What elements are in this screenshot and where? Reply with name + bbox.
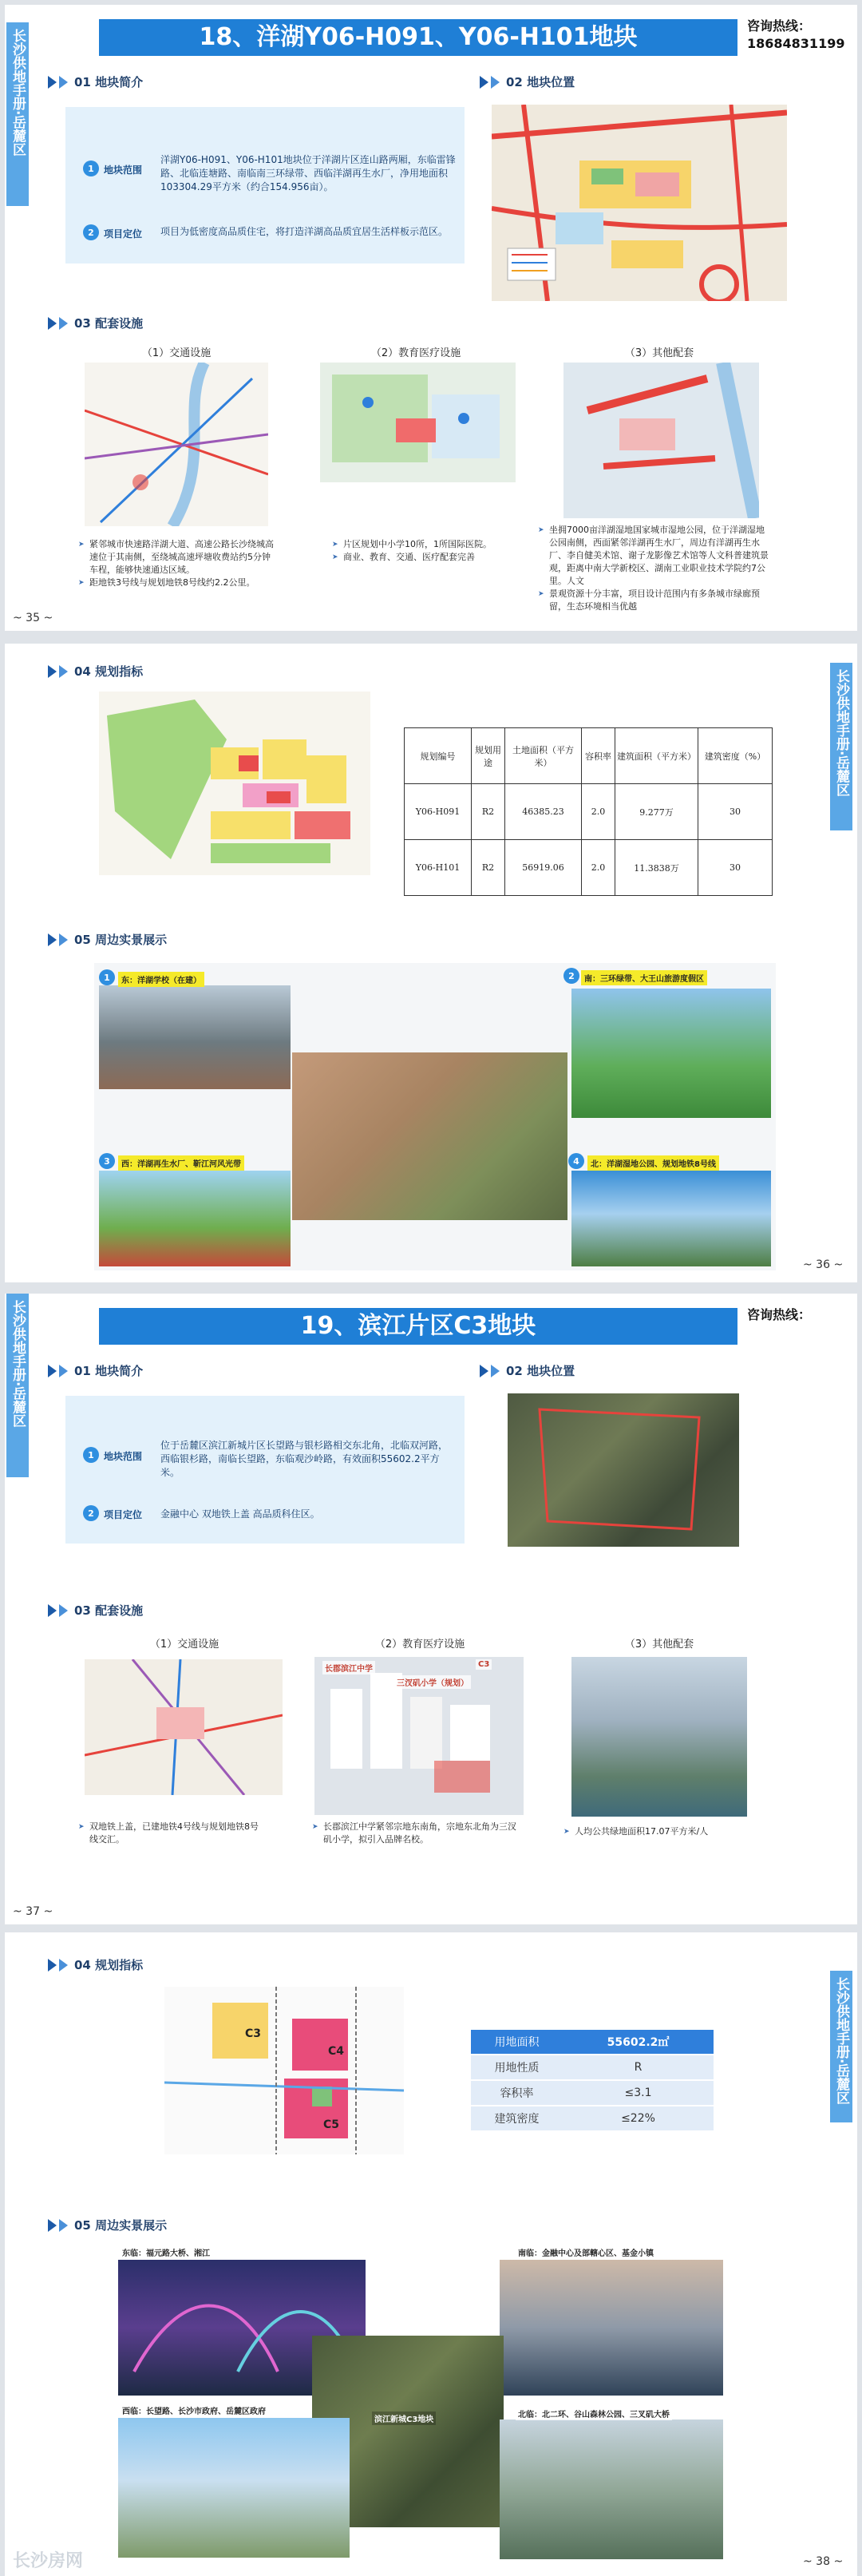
label-range: 1 地块范围: [83, 1447, 142, 1463]
page-number: ~ 35 ~: [13, 612, 53, 624]
section-03: [48, 1602, 143, 1619]
caption-east: 东临：福元路大桥、湘江: [120, 2245, 212, 2259]
metric-row: [471, 2106, 714, 2130]
table-header: 土地面积（平方米）: [505, 728, 582, 784]
metric-row: [471, 2081, 714, 2105]
number-badge: 1: [99, 969, 115, 985]
chevron-icon: [59, 2219, 68, 2232]
section-title: 02 地块位置: [506, 75, 575, 89]
number-badge: 1: [83, 1447, 99, 1463]
number-badge: 2: [83, 224, 99, 240]
table-cell: 2.0: [582, 784, 615, 840]
table-cell: R2: [472, 784, 505, 840]
section-03: [48, 315, 143, 331]
bullet-item: ➤ 紧邻城市快速路洋湖大道、高速公路长沙绕城高速位于其南侧，至绕城高速坪塘收费站约5分钟车程，能够快速通达区域。: [78, 538, 274, 577]
chevron-icon: [59, 1959, 68, 1972]
chevron-icon: [59, 76, 68, 89]
traffic-bullets: [78, 538, 274, 589]
hotline-label: 咨询热线：: [747, 18, 812, 34]
metric-label: 容积率: [471, 2081, 563, 2105]
plan-diagram: [164, 1987, 404, 2154]
number-badge: 2: [83, 1505, 99, 1521]
chevron-icon: [48, 317, 57, 330]
photo-east: [99, 985, 291, 1089]
hotline-label: 咨询热线：: [747, 1307, 812, 1322]
tag-west: 西：洋湖再生水厂、靳江河风光带: [118, 1155, 244, 1171]
chevron-icon: [59, 933, 68, 946]
plan-label-c4: C4: [328, 2045, 345, 2058]
tag-north: 北：洋湖湿地公园、规划地铁8号线: [587, 1155, 719, 1171]
chevron-icon: [48, 76, 57, 89]
watermark: 长沙房网: [13, 2551, 84, 2571]
side-tab: 长沙供地手册·岳麓区: [830, 1971, 852, 2122]
section-title: 04 规划指标: [74, 1958, 144, 1972]
section-title: 03 配套设施: [74, 316, 144, 331]
table-row: [405, 784, 773, 840]
metric-value: ≤3.1: [563, 2081, 714, 2105]
page-title: 18、洋湖Y06-H091、Y06-H101地块: [99, 19, 737, 56]
metric-label: 用地性质: [471, 2055, 563, 2079]
metric-value: ≤22%: [563, 2106, 714, 2130]
section-title: 01 地块简介: [74, 75, 144, 89]
chevron-icon: [48, 2219, 57, 2232]
plan-label-c3: C3: [245, 2027, 262, 2040]
indicator-table: [404, 727, 773, 896]
metric-value: R: [563, 2055, 714, 2079]
text-position: 金融中心 双地铁上盖 高品质科住区。: [160, 1508, 320, 1520]
center-label: 滨江新城C3地块: [372, 2412, 436, 2425]
tag-east: 东：洋湖学校（在建）: [118, 972, 204, 987]
map-label-primary: 三汊矶小学（规划）: [394, 1675, 471, 1689]
metric-label: 用地面积: [471, 2030, 563, 2054]
traffic-bullets: [78, 1821, 262, 1846]
section-04: [48, 1956, 143, 1973]
chevron-icon: [491, 1365, 500, 1377]
chevron-icon: [48, 933, 57, 946]
map-label-school: 长郡滨江中学: [322, 1661, 375, 1674]
table-cell: 56919.06: [505, 840, 582, 896]
metric-label: 建筑密度: [471, 2106, 563, 2130]
table-cell: 9.277万: [615, 784, 698, 840]
hotline: [747, 18, 844, 53]
section-title: 02 地块位置: [506, 1364, 575, 1378]
metrics-table: [471, 2030, 714, 2132]
bullet-item: ➤ 景观资源十分丰富，项目设计范围内有多条城市绿廊预留，生态环境相当优越: [538, 588, 769, 613]
table-cell: 30: [698, 784, 773, 840]
bullet-item: ➤ 人均公共绿地面积17.07平方米/人: [563, 1825, 771, 1838]
number-badge: 1: [83, 161, 99, 176]
caption-south: 南临：金融中心及部轄心区、基金小镇: [516, 2245, 656, 2259]
photo-south: [571, 989, 771, 1118]
location-map: [492, 105, 787, 301]
table-cell: 30: [698, 840, 773, 896]
table-cell: Y06-H091: [405, 784, 472, 840]
chevron-icon: [48, 665, 57, 678]
section-05: [48, 2217, 167, 2233]
caption-other: （3）其他配套: [624, 347, 694, 359]
section-01: [48, 1362, 143, 1379]
bullet-item: ➤ 距地铁3号线与规划地铁8号线约2.2公里。: [78, 577, 274, 589]
hotline-number: 18684831199: [747, 36, 845, 51]
caption-education: （2）教育医疗设施: [374, 1639, 465, 1651]
other-photo: [571, 1657, 747, 1817]
side-tab: 长沙供地手册·岳麓区: [6, 1294, 29, 1477]
section-02: [480, 1362, 575, 1379]
other-bullets: [563, 1825, 771, 1838]
chevron-icon: [48, 1959, 57, 1972]
table-header: 建筑密度（%）: [698, 728, 773, 784]
chevron-icon: [59, 1604, 68, 1617]
photo-west: [118, 2418, 350, 2558]
section-02: [480, 73, 575, 90]
tag-south: 南：三环绿带、大王山旅游度假区: [581, 970, 707, 985]
label-range: 1 地块范围: [83, 161, 142, 176]
bullet-item: ➤ 片区规划中小学10所，1所国际医院。: [332, 538, 528, 551]
table-cell: R2: [472, 840, 505, 896]
education-map: [320, 363, 516, 482]
table-row: [405, 840, 773, 896]
location-aerial: [508, 1393, 739, 1547]
section-title: 04 规划指标: [74, 664, 144, 679]
table-header: 规划用途: [472, 728, 505, 784]
chevron-icon: [480, 76, 488, 89]
number-badge: 3: [99, 1153, 115, 1169]
bullet-item: ➤ 长郡滨江中学紧邻宗地东南角，宗地东北角为三汊矶小学，拟引入品牌名校。: [312, 1821, 524, 1846]
other-map: [563, 363, 759, 518]
section-title: 03 配套设施: [74, 1603, 144, 1618]
chevron-icon: [48, 1604, 57, 1617]
side-tab: 长沙供地手册·岳麓区: [830, 663, 852, 830]
education-bullets: [312, 1821, 524, 1846]
table-cell: Y06-H101: [405, 840, 472, 896]
plan-label-c5: C5: [323, 2118, 340, 2131]
chevron-icon: [59, 317, 68, 330]
section-title: 05 周边实景展示: [74, 2218, 168, 2233]
table-header: 建筑面积（平方米）: [615, 728, 698, 784]
bullet-item: ➤ 双地铁上盖，已建地铁4号线与规划地铁8号线交汇。: [78, 1821, 262, 1846]
section-title: 05 周边实景展示: [74, 933, 168, 947]
section-04: [48, 663, 143, 680]
section-05: [48, 931, 167, 948]
number-badge: 4: [568, 1153, 584, 1169]
page-38: [5, 1932, 857, 2576]
caption-traffic: （1）交通设施: [141, 347, 212, 359]
table-header-row: [405, 728, 773, 784]
page-36: [5, 644, 857, 1282]
photo-center: [292, 1052, 567, 1220]
page-number: ~ 38 ~: [803, 2555, 844, 2568]
education-bullets: [332, 538, 528, 564]
photo-north: [500, 2419, 723, 2559]
label-position: 2 项目定位: [83, 224, 142, 240]
chevron-icon: [48, 1365, 57, 1377]
page-37: [5, 1294, 857, 1924]
table-cell: 11.3838万: [615, 840, 698, 896]
bullet-item: ➤ 坐拥7000亩洋湖湿地国家城市湿地公园，位于洋湖湿地公园南侧，西面紧邻洋湖再生水厂，周边有洋湖再生水厂、李自健美术馆、谢子龙影像艺术馆等人文科普建筑景观，距离中南大学新校区、湖南工业职业技术学院约7公里。人文: [538, 524, 769, 588]
text-range: 洋湖Y06-H091、Y06-H101地块位于洋湖片区连山路两厢，东临雷锋路、北临连塘路、南临南三环绿带、西临洋湖再生水厂，净用地面积103304.29平方米（约合154.956亩）。: [160, 154, 456, 192]
photo-south: [500, 2260, 723, 2396]
chevron-icon: [491, 76, 500, 89]
caption-other: （3）其他配套: [624, 1639, 694, 1651]
traffic-map: [85, 1659, 283, 1795]
photo-west: [99, 1171, 291, 1266]
side-tab: 长沙供地手册·岳麓区: [6, 22, 29, 206]
page-title: 19、滨江片区C3地块: [99, 1308, 737, 1345]
table-cell: 2.0: [582, 840, 615, 896]
chevron-icon: [59, 665, 68, 678]
hotline: [747, 1306, 811, 1324]
page-35: [5, 5, 857, 631]
planning-map: [99, 692, 370, 875]
table-header: 规划编号: [405, 728, 472, 784]
metric-row: [471, 2030, 714, 2054]
chevron-icon: [480, 1365, 488, 1377]
table-cell: 46385.23: [505, 784, 582, 840]
traffic-map: [85, 363, 268, 526]
page-number: ~ 37 ~: [13, 1905, 53, 1918]
section-01: [48, 73, 143, 90]
map-label-c3: C3: [476, 1659, 492, 1670]
text-position: 项目为低密度高品质住宅，将打造洋湖高品质宜居生活样板示范区。: [160, 226, 449, 237]
metric-row: [471, 2055, 714, 2079]
text-range: 位于岳麓区滨江新城片区长望路与银杉路相交东北角，北临双河路，西临银杉路，南临长望路，东临观沙岭路，有效面积55602.2平方米。: [160, 1440, 449, 1478]
page-number: ~ 36 ~: [803, 1258, 844, 1271]
bullet-item: ➤ 商业、教育、交通、医疗配套完善: [332, 551, 528, 564]
number-badge: 2: [563, 968, 579, 984]
chevron-icon: [59, 1365, 68, 1377]
caption-education: （2）教育医疗设施: [370, 347, 461, 359]
section-title: 01 地块简介: [74, 1364, 144, 1378]
other-bullets: [538, 524, 769, 613]
caption-north: 北临：北二环、谷山森林公园、三叉矶大桥: [516, 2407, 672, 2420]
photo-north: [571, 1171, 771, 1266]
caption-west: 西临：长望路、长沙市政府、岳麓区政府: [120, 2404, 268, 2417]
metric-value: 55602.2㎡: [563, 2030, 714, 2054]
caption-traffic: （1）交通设施: [149, 1639, 219, 1651]
label-position: 2 项目定位: [83, 1505, 142, 1521]
table-header: 容积率: [582, 728, 615, 784]
